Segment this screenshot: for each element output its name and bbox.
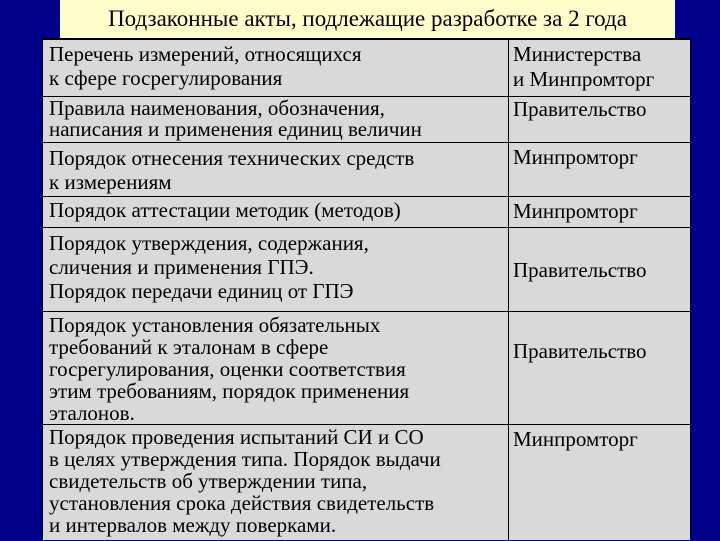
- responsible-cell: Правительство: [513, 258, 647, 282]
- table-row: [43, 311, 690, 424]
- responsible-cell: Правительство: [513, 339, 647, 363]
- regulations-table: [42, 38, 691, 540]
- act-cell: Правила наименования, обозначения, написания и применения единиц величин: [49, 96, 422, 141]
- act-cell: Порядок утверждения, содержания, сличения и применения ГПЭ. Порядок передачи единиц от ГПЭ: [49, 231, 369, 303]
- act-cell: Перечень измерений, относящихся к сфере госрегулирования: [49, 42, 362, 90]
- table-row: [43, 196, 690, 227]
- responsible-cell: Минпромторг: [513, 199, 638, 223]
- responsible-cell: Минпромторг: [513, 145, 638, 169]
- responsible-cell: Правительство: [513, 97, 647, 121]
- table-row: [43, 96, 690, 142]
- slide-title: Подзаконные акты, подлежащие разработке за 2 года: [60, 0, 675, 38]
- table-row: [43, 424, 690, 541]
- act-cell: Порядок отнесения технических средств к измерениям: [49, 146, 415, 194]
- act-cell: Порядок аттестации методик (методов): [49, 198, 401, 222]
- table-row: [43, 142, 690, 196]
- responsible-cell: Министерства и Минпромторг: [513, 42, 655, 91]
- act-cell: Порядок проведения испытаний СИ и СО в целях утверждения типа. Порядок выдачи свидетельств об утверждении типа, установления срока действия свидетельств и интервалов между поверками.: [49, 425, 441, 537]
- table-row: [43, 227, 690, 311]
- table-row: [43, 39, 690, 96]
- act-cell: Порядок установления обязательных требований к эталонам в сфере госрегулирования, оценки соответствия этим требованиям, порядок применения эталонов.: [49, 313, 410, 425]
- responsible-cell: Минпромторг: [513, 427, 638, 451]
